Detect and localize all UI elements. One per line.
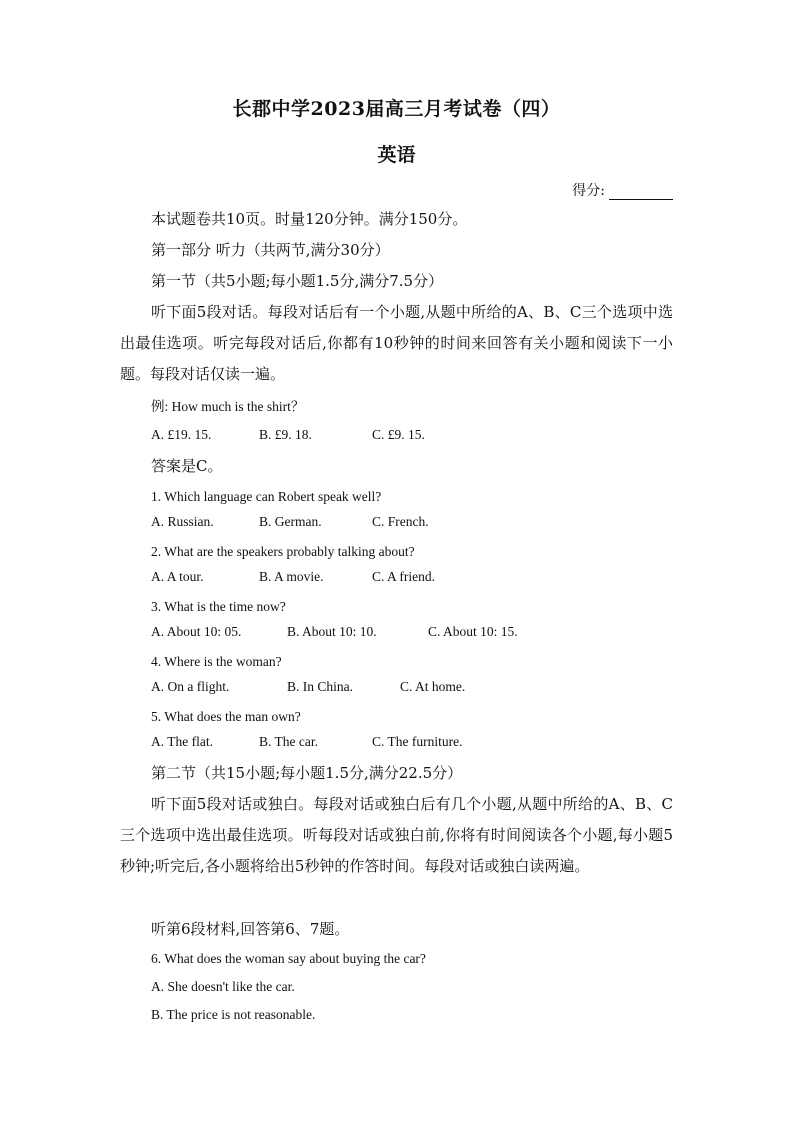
question-1: 1. Which language can Robert speak well? xyxy=(151,489,382,504)
score-blank xyxy=(609,185,673,200)
q6-option-a: A. She doesn't like the car. xyxy=(151,979,295,994)
q5-option-b: B. The car. xyxy=(259,734,318,749)
q5-option-c: C. The furniture. xyxy=(372,734,463,749)
q4-option-a: A. On a flight. xyxy=(151,679,230,694)
intro-text: 本试题卷共10页。时量120分钟。满分150分。 xyxy=(151,210,468,228)
material-6-prompt: 听第6段材料,回答第6、7题。 xyxy=(151,920,350,938)
q2-option-a: A. A tour. xyxy=(151,569,204,584)
q1-option-a: A. Russian. xyxy=(151,514,214,529)
question-3: 3. What is the time now? xyxy=(151,599,286,614)
example-option-c: C. £9. 15. xyxy=(372,427,425,442)
subject-title: 英语 xyxy=(377,144,416,166)
section1-instructions: 听下面5段对话。每段对话后有一个小题,从题中所给的A、B、C三个选项中选出最佳选项。听完每段对话后,你都有10秒钟的时间来回答有关小题和阅读下一小题。每段对话仅读一遍。 xyxy=(120,303,673,383)
question-1-options xyxy=(151,514,673,534)
question-2-options xyxy=(151,569,673,589)
part1-title: 第一部分 听力（共两节,满分30分） xyxy=(151,241,390,259)
q3-option-c: C. About 10: 15. xyxy=(428,624,518,639)
question-6: 6. What does the woman say about buying the car? xyxy=(151,951,426,966)
example-question: 例: How much is the shirt？ xyxy=(151,399,305,414)
score-label: 得分: xyxy=(572,183,605,199)
question-4-options xyxy=(151,679,673,699)
q5-option-a: A. The flat. xyxy=(151,734,213,749)
section1-title: 第一节（共5小题;每小题1.5分,满分7.5分） xyxy=(151,272,444,290)
example-answer: 答案是C。 xyxy=(151,457,223,475)
q4-option-c: C. At home. xyxy=(400,679,466,694)
question-4: 4. Where is the woman? xyxy=(151,654,282,669)
q2-option-b: B. A movie. xyxy=(259,569,324,584)
question-5: 5. What does the man own? xyxy=(151,709,301,724)
question-2: 2. What are the speakers probably talking about? xyxy=(151,544,415,559)
q6-option-b: B. The price is not reasonable. xyxy=(151,1007,316,1022)
q3-option-a: A. About 10: 05. xyxy=(151,624,242,639)
q1-option-b: B. German. xyxy=(259,514,322,529)
q4-option-b: B. In China. xyxy=(287,679,353,694)
q1-option-c: C. French. xyxy=(372,514,429,529)
exam-title: 长郡中学2023届高三月考试卷（四） xyxy=(232,98,561,120)
score-field xyxy=(572,180,673,200)
section2-instructions: 听下面5段对话或独白。每段对话或独白后有几个小题,从题中所给的A、B、C三个选项中选出最佳选项。听每段对话或独白前,你将有时间阅读各个小题,每小题5秒钟;听完后,各小题将给出5秒钟的作答时间。每段对话或独白读两遍。 xyxy=(120,795,673,875)
q2-option-c: C. A friend. xyxy=(372,569,435,584)
q3-option-b: B. About 10: 10. xyxy=(287,624,377,639)
example-option-a: A. £19. 15. xyxy=(151,427,212,442)
section2-title: 第二节（共15小题;每小题1.5分,满分22.5分） xyxy=(151,764,463,782)
example-options xyxy=(151,427,673,447)
example-option-b: B. £9. 18. xyxy=(259,427,312,442)
question-3-options xyxy=(151,624,673,644)
question-5-options xyxy=(151,734,673,754)
